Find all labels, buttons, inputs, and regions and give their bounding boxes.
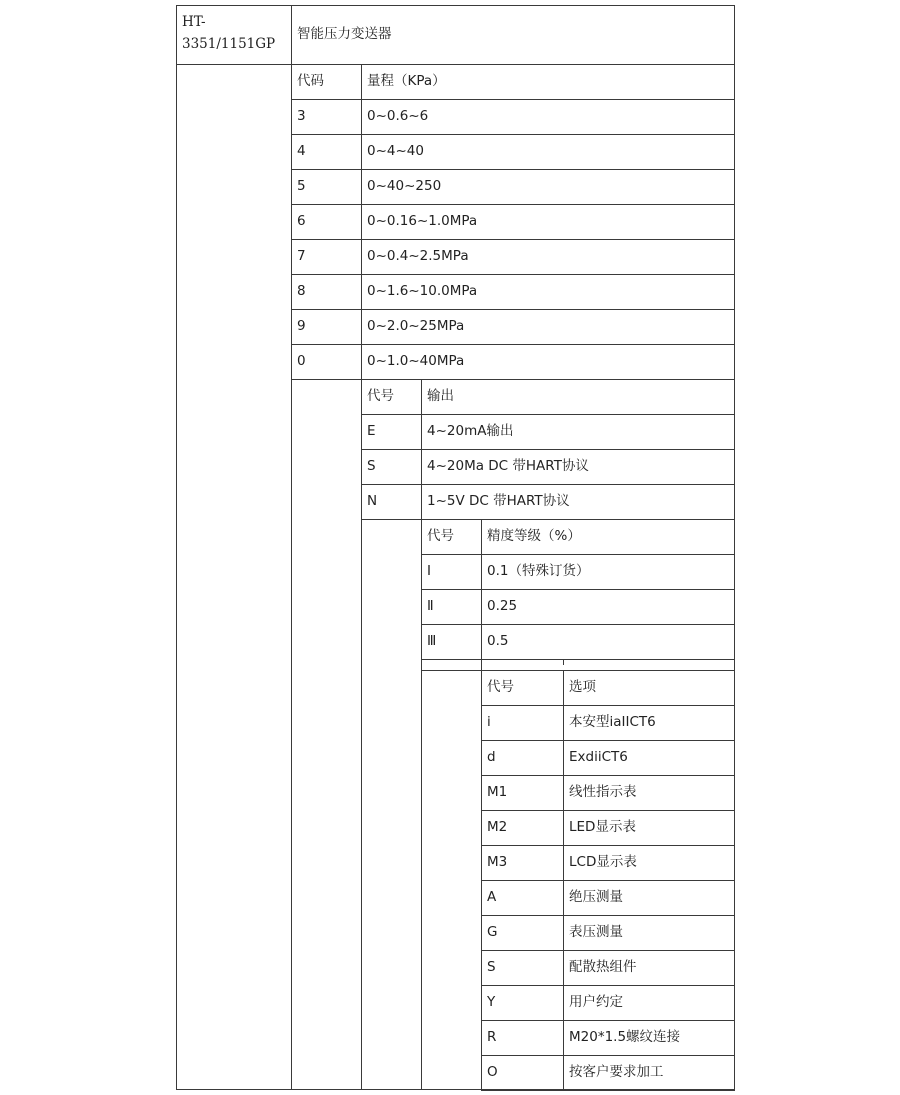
output-row-value: 4~20mA输出: [427, 423, 514, 439]
output-row-code: S: [367, 458, 376, 474]
options-row-code: M1: [487, 784, 508, 800]
options-top-divider: [421, 670, 735, 671]
table-right-border: [734, 5, 735, 1090]
output-header-label: 输出: [427, 388, 454, 404]
range-row-code: 5: [297, 178, 306, 194]
range-row-value: 0~0.16~1.0MPa: [367, 213, 478, 229]
accuracy-row-code: Ⅲ: [427, 633, 437, 649]
product-name: 智能压力变送器: [297, 26, 392, 42]
range-header-label: 量程（KPa）: [367, 73, 446, 89]
accuracy-row-value: 0.25: [487, 598, 518, 614]
range-column-divider: [361, 64, 362, 379]
range-row-code: 6: [297, 213, 306, 229]
output-header-code: 代号: [367, 388, 394, 404]
accuracy-column-divider: [481, 519, 482, 659]
options-row-divider: [481, 1090, 735, 1091]
accuracy-row-value: 0.5: [487, 633, 509, 649]
accuracy-row-divider: [421, 554, 735, 555]
range-row-divider: [291, 344, 735, 345]
range-row-divider: [291, 169, 735, 170]
range-row-divider: [291, 274, 735, 275]
range-row-code: 7: [297, 248, 306, 264]
accuracy-header-label: 精度等级（%）: [487, 528, 581, 544]
output-indent-divider: [421, 519, 422, 1089]
output-row-divider: [361, 519, 735, 520]
options-row-divider: [481, 985, 735, 986]
accuracy-row-divider: [421, 659, 735, 660]
accuracy-indent-divider: [481, 659, 482, 1089]
options-row-code: S: [487, 959, 496, 975]
spacer-tick: [563, 659, 564, 665]
range-row-divider: [291, 309, 735, 310]
output-row-divider: [361, 484, 735, 485]
options-row-value: LED显示表: [569, 819, 636, 835]
range-row-value: 0~40~250: [367, 178, 442, 194]
options-row-divider: [481, 1020, 735, 1021]
options-row-divider: [481, 705, 735, 706]
options-row-value: M20*1.5螺纹连接: [569, 1029, 681, 1045]
range-row-value: 0~0.6~6: [367, 108, 429, 124]
options-header-code: 代号: [487, 679, 514, 695]
options-row-divider: [481, 915, 735, 916]
range-row-divider: [291, 379, 735, 380]
options-row-code: R: [487, 1029, 497, 1045]
range-row-value: 0~4~40: [367, 143, 424, 159]
range-row-value: 0~1.0~40MPa: [367, 353, 465, 369]
table-left-border: [176, 5, 177, 1090]
accuracy-row-divider: [421, 589, 735, 590]
range-indent-divider: [361, 379, 362, 1089]
range-row-code: 8: [297, 283, 306, 299]
output-column-divider: [421, 379, 422, 519]
range-row-divider: [291, 239, 735, 240]
options-row-code: G: [487, 924, 498, 940]
range-header-code: 代码: [297, 73, 324, 89]
options-header-label: 选项: [569, 679, 596, 695]
options-row-code: A: [487, 889, 497, 905]
range-row-code: 3: [297, 108, 306, 124]
accuracy-row-value: 0.1（特殊订货）: [487, 563, 590, 579]
output-row-divider: [361, 414, 735, 415]
range-row-divider: [291, 134, 735, 135]
options-row-code: Y: [487, 994, 496, 1010]
output-row-divider: [361, 449, 735, 450]
output-row-value: 1~5V DC 带HART协议: [427, 493, 570, 509]
accuracy-row-code: I: [427, 563, 431, 579]
options-row-divider: [481, 810, 735, 811]
options-row-divider: [481, 950, 735, 951]
options-column-divider: [563, 670, 564, 1090]
range-row-value: 0~0.4~2.5MPa: [367, 248, 469, 264]
options-row-code: d: [487, 749, 496, 765]
options-row-divider: [481, 1055, 735, 1056]
range-row-value: 0~1.6~10.0MPa: [367, 283, 478, 299]
output-row-value: 4~20Ma DC 带HART协议: [427, 458, 589, 474]
options-row-value: ExdiiCT6: [569, 749, 628, 765]
range-row-divider: [291, 204, 735, 205]
options-row-value: 绝压测量: [569, 889, 623, 905]
options-row-code: i: [487, 714, 491, 730]
range-row-divider: [291, 99, 735, 100]
column-divider: [291, 5, 292, 1090]
options-row-code: M2: [487, 819, 508, 835]
options-row-value: 本安型iaIICT6: [569, 714, 656, 730]
range-row-code: 9: [297, 318, 306, 334]
options-row-value: 线性指示表: [569, 784, 637, 800]
output-row-code: N: [367, 493, 378, 509]
options-row-divider: [481, 880, 735, 881]
accuracy-header-code: 代号: [427, 528, 454, 544]
table-top-border: [176, 5, 735, 6]
range-row-code: 0: [297, 353, 306, 369]
options-row-value: 配散热组件: [569, 959, 637, 975]
range-row-value: 0~2.0~25MPa: [367, 318, 465, 334]
options-row-value: 按客户要求加工: [569, 1064, 664, 1080]
options-row-divider: [481, 845, 735, 846]
options-row-value: LCD显示表: [569, 854, 637, 870]
accuracy-row-code: Ⅱ: [427, 598, 434, 614]
range-row-code: 4: [297, 143, 306, 159]
options-row-value: 用户约定: [569, 994, 623, 1010]
options-row-divider: [481, 775, 735, 776]
options-row-divider: [481, 740, 735, 741]
output-row-code: E: [367, 423, 376, 439]
options-row-code: M3: [487, 854, 508, 870]
title-row-divider: [176, 64, 735, 65]
model-number-line1: HT-: [182, 14, 206, 30]
model-number-line2: 3351/1151GP: [182, 36, 276, 52]
accuracy-row-divider: [421, 624, 735, 625]
options-row-value: 表压测量: [569, 924, 623, 940]
options-row-code: O: [487, 1064, 498, 1080]
